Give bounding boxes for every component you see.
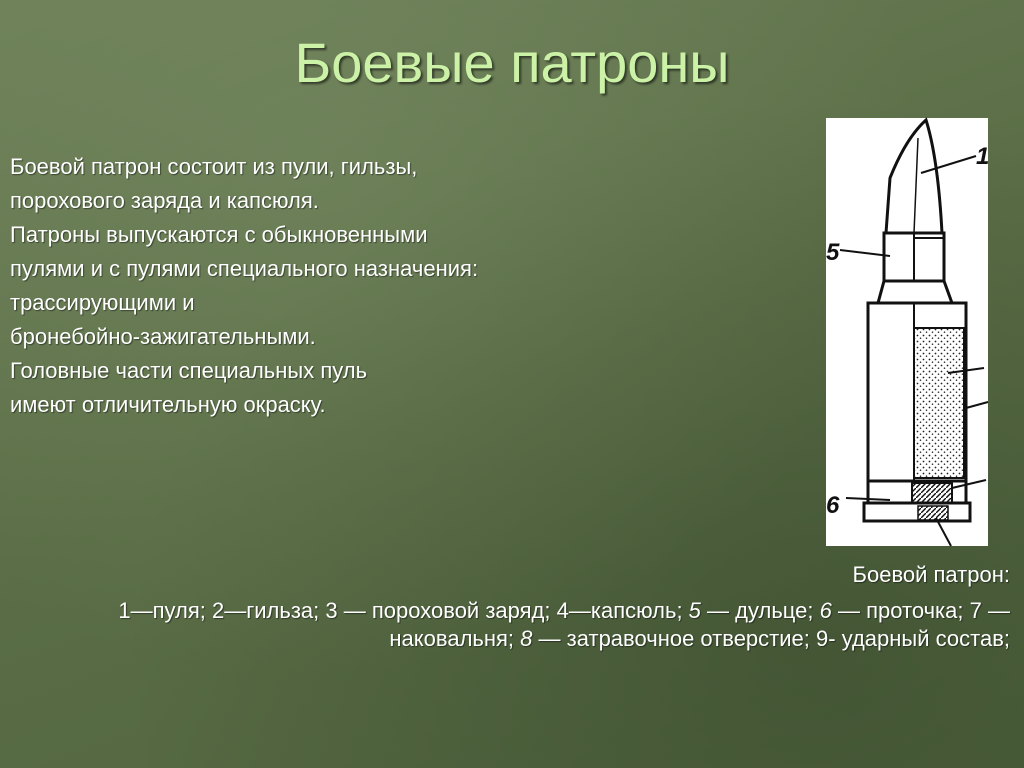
legend-text: капсюль; <box>590 598 689 623</box>
legend-text: затравочное отверстие; <box>566 626 816 651</box>
body-text <box>10 150 670 422</box>
body-line: бронебойно-зажигательными. <box>10 324 316 349</box>
body-line: трассирующими и <box>10 290 195 315</box>
legend-text: дульце; <box>735 598 820 623</box>
powder-charge <box>914 328 964 478</box>
legend-text: гильза; <box>246 598 326 623</box>
legend-number: 4 <box>556 598 569 623</box>
legend-number: 5 <box>688 598 701 623</box>
legend-text: наковальня; <box>389 626 521 651</box>
cartridge-drawing <box>826 118 988 546</box>
legend-text: пороховой заряд; <box>371 598 557 623</box>
legend-text: ударный состав; <box>841 626 1010 651</box>
case-rim <box>864 503 970 521</box>
legend-number: 8 <box>520 626 533 651</box>
legend-number: 9 <box>816 626 829 651</box>
label-1: 1 <box>976 143 990 170</box>
caption-legend: 1—пуля; 2—гильза; 3 — пороховой заряд; 4—капсюль; 5 — дульце; 6 — проточка; 7 — наковальня; 8 — затравочное отверстие; 9- ударный состав; <box>118 598 1010 651</box>
body-line: Боевой патрон состоит из пули, гильзы, <box>10 154 418 179</box>
legend-number: 3 <box>325 598 338 623</box>
body-line: пулями и с пулями специального назначения: <box>10 256 479 281</box>
legend-number: 1 <box>118 598 131 623</box>
primer <box>912 483 952 503</box>
label-5: 5 <box>826 239 840 266</box>
caption-title: Боевой патрон: <box>852 562 1010 587</box>
case-shoulder <box>878 281 952 303</box>
label-6: 6 <box>826 492 840 519</box>
legend-number: 6 <box>819 598 832 623</box>
cartridge-diagram <box>826 118 988 546</box>
legend-number: 2 <box>211 598 225 623</box>
slide-title: Боевые патроны <box>294 31 730 94</box>
body-line: имеют отличительную окраску. <box>10 392 326 417</box>
legend-number: 7 <box>969 598 982 623</box>
legend-text: проточка; <box>866 598 970 623</box>
body-line: Головные части специальных пуль <box>10 358 368 383</box>
body-line: Патроны выпускаются с обыкновенными <box>10 222 428 247</box>
legend-text: пуля; <box>152 598 212 623</box>
body-line: порохового заряда и капсюля. <box>10 188 319 213</box>
